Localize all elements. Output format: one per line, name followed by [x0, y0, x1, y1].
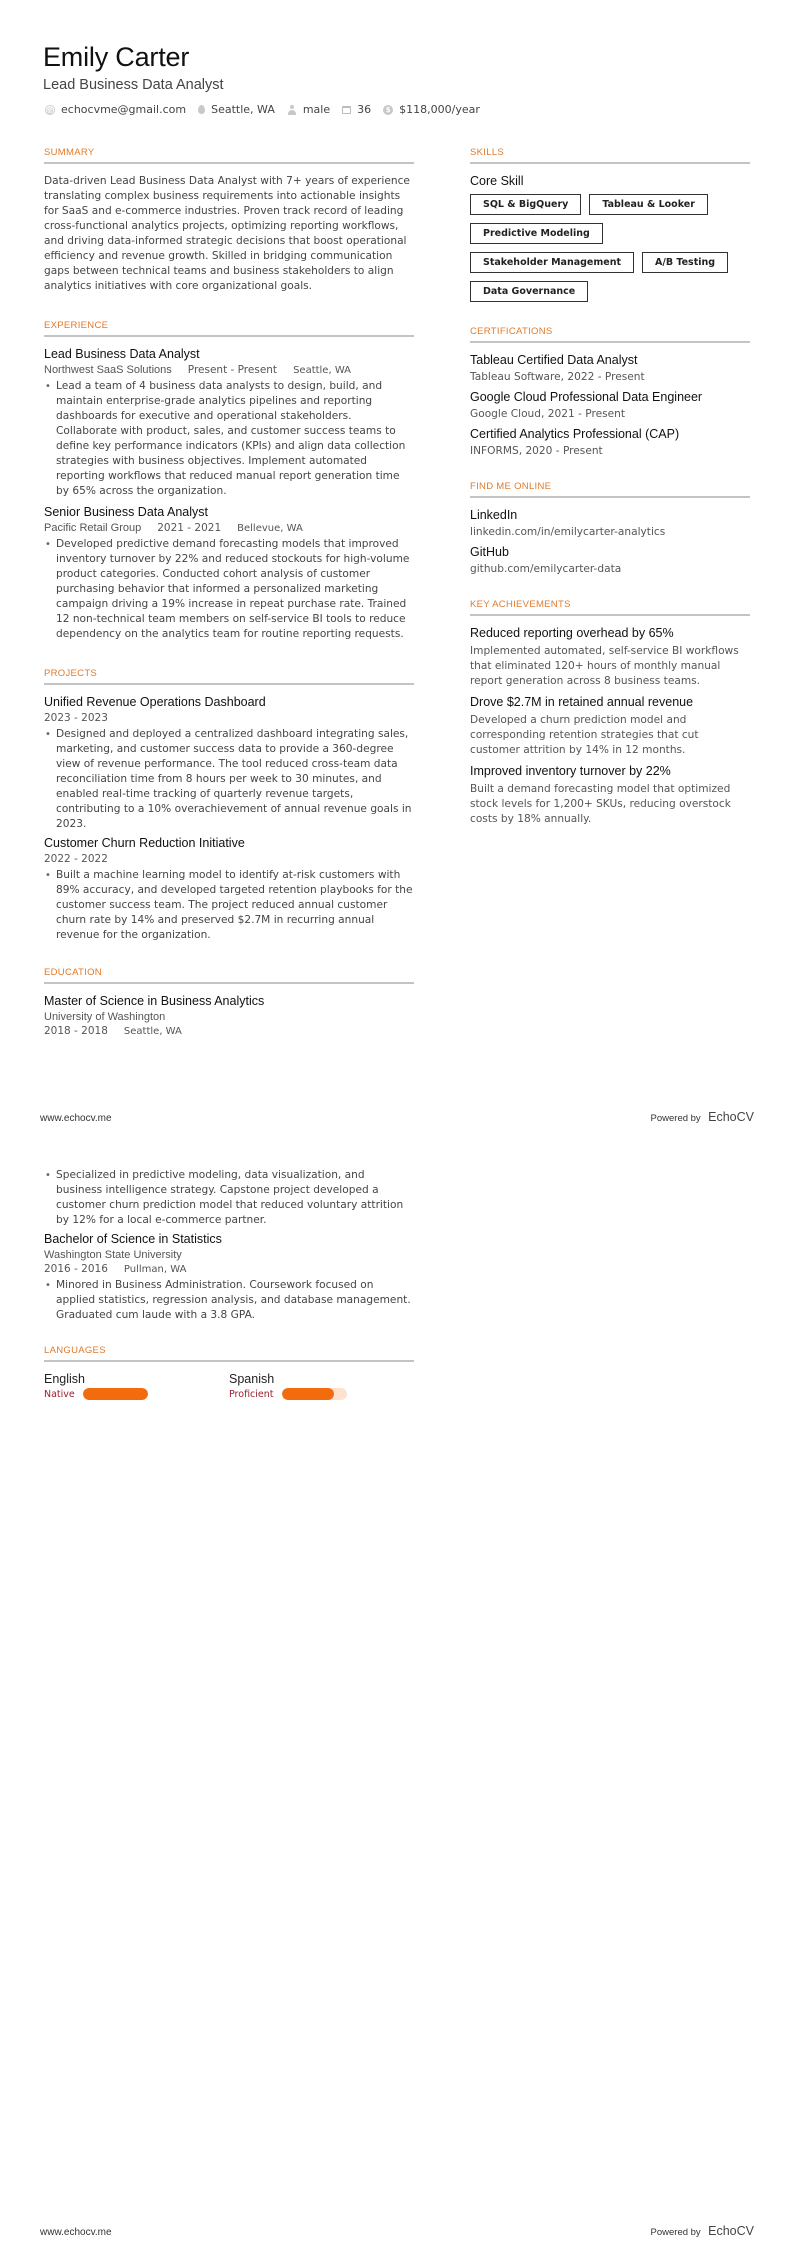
contact-location: [198, 103, 275, 116]
skill-chip: Stakeholder Management: [470, 252, 634, 273]
profile-name-github: GitHub: [470, 545, 509, 559]
job-location: Bellevue, WA: [237, 523, 303, 534]
skill-chip: A/B Testing: [642, 252, 728, 273]
job-bullet: • Developed predictive demand forecasting models that improved inventory turnover by 22% and reduced stockouts for high-volume product categories. Conducted cohort analysis of customer purchasing behavior that informed a personalized marketing campaign driving a 19% increase in repeat purchase rate. Trained 12 non-technical team members on self-service BI tools to reduce dependency on the analytics team for routine reporting requests.: [44, 537, 414, 642]
contact-gender-value: male: [302, 103, 331, 116]
project-bullets: [44, 868, 414, 943]
contact-gender: [287, 103, 330, 116]
job-meta: [44, 364, 414, 376]
summary-section: [44, 147, 414, 294]
footer-site-link[interactable]: www.echocv.me: [40, 1113, 112, 1124]
school-name: University of Washington: [44, 1011, 166, 1023]
experience-item: [44, 505, 414, 642]
candidate-role: Lead Business Data Analyst: [43, 77, 224, 93]
contact-salary: [383, 103, 480, 116]
skill-chip: Tableau & Looker: [589, 194, 708, 215]
company-name: Pacific Retail Group: [44, 522, 142, 534]
right-column: [470, 147, 750, 833]
job-bullets: [44, 537, 414, 642]
project-item: [44, 695, 414, 832]
education-meta: [44, 1025, 414, 1037]
section-title-languages: LANGUAGES: [44, 1345, 414, 1362]
contact-location-value: Seattle, WA: [211, 103, 275, 116]
education-dates: 2016 - 2016: [44, 1263, 108, 1275]
certification-detail: Google Cloud, 2021 - Present: [470, 408, 625, 420]
job-dates: 2021 - 2021: [157, 522, 222, 534]
profile-link-github[interactable]: github.com/emilycarter-data: [470, 563, 622, 575]
contact-bar: [45, 103, 492, 116]
language-list: [44, 1372, 414, 1400]
language-level-row: [229, 1388, 414, 1400]
skill-chip: SQL & BigQuery: [470, 194, 581, 215]
education-section: [44, 967, 414, 1037]
education-dates: 2018 - 2018: [44, 1025, 108, 1037]
contact-email[interactable]: [45, 103, 186, 116]
education-bullets: [44, 1168, 414, 1228]
section-title-experience: EXPERIENCE: [44, 320, 414, 337]
resume-page-2: [0, 1123, 794, 2246]
skills-section: [470, 147, 750, 310]
education-item: [44, 994, 414, 1037]
profile-name-linkedin: LinkedIn: [470, 508, 518, 522]
proficiency-bar: [83, 1388, 148, 1400]
achievement-desc: Implemented automated, self-service BI workflows that eliminated 120+ hours of monthly manual report generation across 8 business teams.: [470, 645, 739, 687]
section-title-online: FIND ME ONLINE: [470, 481, 750, 498]
language-level-row: [44, 1388, 229, 1400]
language-level: Native: [44, 1388, 75, 1400]
powered-by-label: Powered by: [650, 2227, 701, 2238]
education-location: Pullman, WA: [123, 1264, 187, 1275]
education-location: Seattle, WA: [123, 1026, 182, 1037]
skill-chips: [470, 194, 750, 310]
skill-chip: Data Governance: [470, 281, 588, 302]
certification-name: Tableau Certified Data Analyst: [470, 353, 638, 367]
dollar-icon: $: [383, 105, 393, 115]
achievement-title: Reduced reporting overhead by 65%: [470, 626, 674, 640]
school-meta: [44, 1249, 414, 1261]
online-section: [470, 481, 750, 575]
language-item: [44, 1372, 229, 1400]
job-location: Seattle, WA: [293, 365, 352, 376]
job-title: Senior Business Data Analyst: [44, 505, 208, 519]
project-bullets: [44, 727, 414, 832]
powered-by-label: Powered by: [650, 1113, 701, 1124]
certification-detail: INFORMS, 2020 - Present: [470, 445, 603, 457]
contact-age-value: 36: [357, 103, 372, 116]
calendar-icon: [342, 106, 351, 114]
section-title-education: EDUCATION: [44, 967, 414, 984]
certification-name: Google Cloud Professional Data Engineer: [470, 390, 703, 404]
language-name: English: [44, 1372, 85, 1386]
project-dates: 2022 - 2022: [44, 853, 108, 865]
candidate-name: Emily Carter: [43, 42, 190, 72]
degree-title: Bachelor of Science in Statistics: [44, 1232, 222, 1246]
languages-section: [44, 1345, 414, 1400]
job-bullet: • Lead a team of 4 business data analysts to design, build, and maintain enterprise-grade analytics pipelines and reporting dashboards for executive and operational stakeholders. Collaborate with product, sales, and customer success teams to define key performance indicators (KPIs) and align data collection strategies with business objectives. Implement automated reporting workflows that reduced manual report generation time by 65% across the organization.: [44, 379, 414, 499]
brand-logo[interactable]: EchoCV: [708, 1110, 754, 1124]
footer-powered-by: [651, 2222, 754, 2240]
project-bullet: • Designed and deployed a centralized dashboard integrating sales, marketing, and customer success data to provide a 360-degree view of revenue performance. The tool reduced cross-team data reconciliation time from 8 hours per week to 30 minutes, and enabled real-time tracking of quarterly revenue targets, contributing to a 10% overachievement of annual revenue goals in 2023.: [44, 727, 414, 832]
education-bullet: • Minored in Business Administration. Coursework focused on applied statistics, regression analysis, and database management. Graduated cum laude with a 3.8 GPA.: [44, 1278, 414, 1323]
brand-logo[interactable]: EchoCV: [708, 2224, 754, 2238]
school-name: Washington State University: [44, 1249, 182, 1261]
education-bullet: • Specialized in predictive modeling, data visualization, and business intelligence strategy. Capstone project developed a customer churn prediction model that reduced voluntary attrition by 12% for a local e-commerce partner.: [44, 1168, 414, 1228]
section-title-skills: SKILLS: [470, 147, 750, 164]
certification-detail: Tableau Software, 2022 - Present: [470, 371, 645, 383]
certification-name: Certified Analytics Professional (CAP): [470, 427, 680, 441]
language-name: Spanish: [229, 1372, 275, 1386]
project-bullet: • Built a machine learning model to identify at-risk customers with 89% accuracy, and developed targeted retention playbooks for the customer success team. The project reduced annual customer churn rate by 14% and preserved $2.7M in recurring annual revenue for the organization.: [44, 868, 414, 943]
footer-site-link[interactable]: www.echocv.me: [40, 2227, 112, 2238]
achievements-section: [470, 599, 750, 827]
achievement-desc: Developed a churn prediction model and corresponding retention strategies that cut customer attrition by 14% in 12 months.: [470, 714, 699, 756]
contact-email-value: echocvme@gmail.com: [61, 103, 187, 116]
education-item: [44, 1232, 414, 1323]
projects-section: [44, 668, 414, 943]
skill-group-title: Core Skill: [470, 174, 524, 188]
achievement-title: Improved inventory turnover by 22%: [470, 764, 671, 778]
achievement-desc: Built a demand forecasting model that optimized stock levels for 1,200+ SKUs, reducing overstock costs by 18% annually.: [470, 783, 731, 825]
section-title-certifications: CERTIFICATIONS: [470, 326, 750, 343]
job-dates: Present - Present: [187, 364, 278, 376]
section-title-projects: PROJECTS: [44, 668, 414, 685]
location-pin-icon: [198, 105, 205, 114]
school-meta: [44, 1011, 414, 1023]
achievement-title: Drove $2.7M in retained annual revenue: [470, 695, 694, 709]
certifications-section: [470, 326, 750, 457]
skill-chip: Predictive Modeling: [470, 223, 603, 244]
contact-salary-value: $118,000/year: [399, 103, 480, 116]
job-title: Lead Business Data Analyst: [44, 347, 200, 361]
left-column: [44, 147, 414, 1040]
experience-section: [44, 320, 414, 642]
page-footer: [40, 2222, 754, 2240]
proficiency-bar-fill: [282, 1388, 334, 1400]
proficiency-bar: [282, 1388, 347, 1400]
summary-text: Data-driven Lead Business Data Analyst with 7+ years of experience translating complex business requirements into actionable insights for SaaS and e-commerce industries. Proven track record of leading cross-functional analytics projects, optimizing reporting workflows, and driving data-informed strategic decisions that boost operational efficiency and revenue growth. Skilled in bridging communication gaps between technical teams and business stakeholders to align analytics initiatives with core organizational goals.: [44, 175, 410, 292]
project-meta: [44, 853, 414, 865]
profile-link-linkedin[interactable]: linkedin.com/in/emilycarter-analytics: [470, 526, 666, 538]
job-meta: [44, 522, 414, 534]
job-bullets: [44, 379, 414, 499]
education-bullets: [44, 1278, 414, 1323]
user-icon: [287, 105, 297, 115]
experience-item: [44, 347, 414, 499]
project-meta: [44, 712, 414, 724]
section-title-summary: SUMMARY: [44, 147, 414, 164]
contact-age: [342, 103, 371, 116]
proficiency-bar-fill: [83, 1388, 148, 1400]
degree-title: Master of Science in Business Analytics: [44, 994, 265, 1008]
project-dates: 2023 - 2023: [44, 712, 108, 724]
language-item: [229, 1372, 414, 1400]
education-meta: [44, 1263, 414, 1275]
project-title: Unified Revenue Operations Dashboard: [44, 695, 266, 709]
at-icon: @: [46, 106, 54, 115]
left-column-continued: [44, 1168, 414, 1400]
language-level: Proficient: [229, 1388, 274, 1400]
company-name: Northwest SaaS Solutions: [44, 364, 172, 376]
project-title: Customer Churn Reduction Initiative: [44, 836, 245, 850]
section-title-achievements: KEY ACHIEVEMENTS: [470, 599, 750, 616]
project-item: [44, 836, 414, 943]
